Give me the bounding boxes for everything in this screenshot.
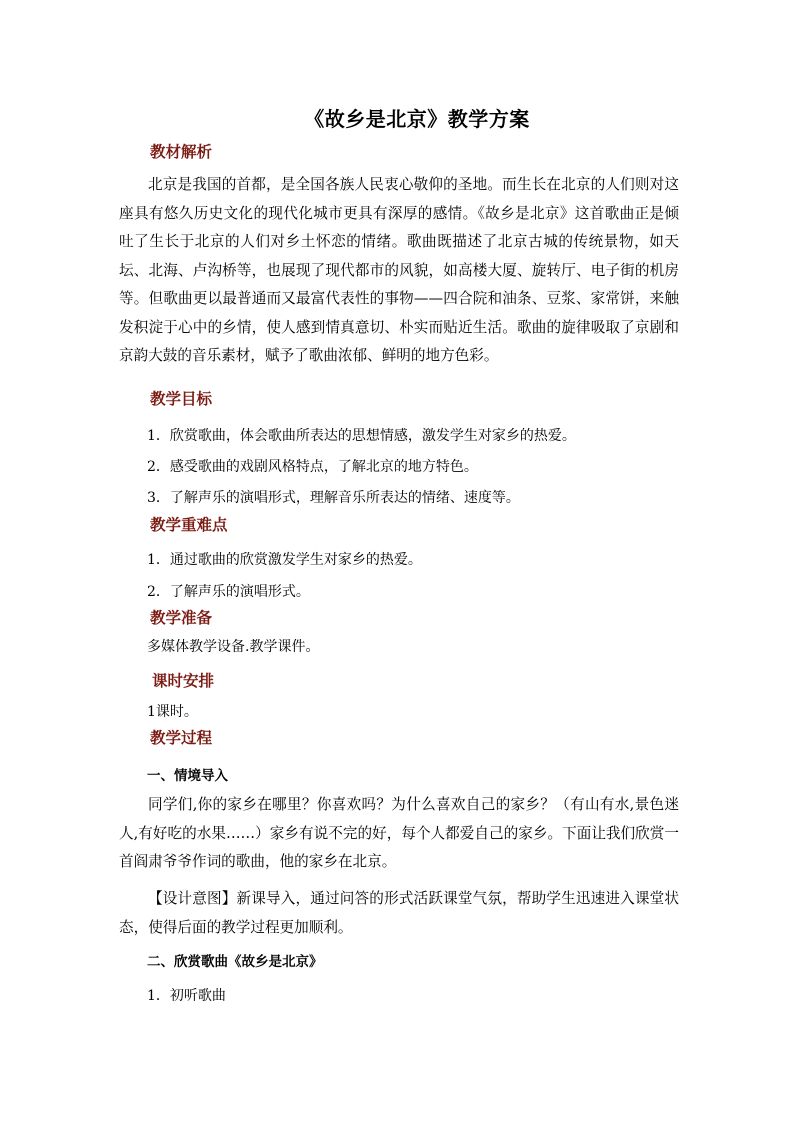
heading-analysis: 教材解析 <box>150 142 213 161</box>
heading-preparation: 教学准备 <box>150 608 213 627</box>
heading-key-points: 教学重难点 <box>150 515 228 534</box>
preparation-text: 多媒体教学设备.教学课件。 <box>147 639 320 655</box>
goal-item-1: 1．欣赏歌曲，体会歌曲所表达的思想情感，激发学生对家乡的热爱。 <box>147 428 576 444</box>
document-title: 《故乡是北京》教学方案 <box>304 107 530 131</box>
analysis-paragraph: 北京是我国的首都，是全国各族人民衷心敬仰的圣地。而生长在北京的人们则对这座具有悠久历史文化的现代化城市更具有深厚的感情。《故乡是北京》这首歌曲正是倾吐了生长于北京的人们对乡土怀恋的情绪。歌曲既描述了北京古城的传统景物，如天坛、北海、卢沟桥等，也展现了现代都市的风貌，如高楼大厦、旋转厅、电子街的机房等。但歌曲更以最普通而又最富代表性的事物——四合院和油条、豆浆、家常饼，来触发积淀于心中的乡情，使人感到情真意切、朴实而贴近生活。歌曲的旋律吸取了京剧和京韵大鼓的音乐素材，赋予了歌曲浓郁、鲜明的地方色彩。 <box>119 176 679 364</box>
heading-process: 教学过程 <box>150 728 213 747</box>
goal-item-2: 2．感受歌曲的戏剧风格特点，了解北京的地方特色。 <box>147 459 478 475</box>
process-step1-paragraph: 同学们,你的家乡在哪里？你喜欢吗？为什么喜欢自己的家乡？（有山有水,景色迷人,有好吃的水果……）家乡有说不完的好，每个人都爱自己的家乡。下面让我们欣赏一首阎肃爷爷作词的歌曲，他的家乡在北京。 <box>119 796 679 870</box>
key-point-item-2: 2．了解声乐的演唱形式。 <box>147 584 310 600</box>
heading-schedule: 课时安排 <box>152 671 215 690</box>
process-step2-item-1: 1．初听歌曲 <box>147 988 226 1004</box>
goal-item-3: 3．了解声乐的演唱形式，理解音乐所表达的情绪、速度等。 <box>147 490 520 506</box>
schedule-text: 1课时。 <box>147 704 198 720</box>
key-point-item-1: 1．通过歌曲的欣赏激发学生对家乡的热爱。 <box>147 552 422 568</box>
process-step1-heading: 一、情境导入 <box>147 768 228 784</box>
process-step2-heading: 二、欣赏歌曲《故乡是北京》 <box>147 954 323 970</box>
design-intent-paragraph: 【设计意图】新课导入，通过问答的形式活跃课堂气氛，帮助学生迅速进入课堂状态，使得后面的教学过程更加顺利。 <box>119 890 679 936</box>
heading-goals: 教学目标 <box>150 389 213 408</box>
